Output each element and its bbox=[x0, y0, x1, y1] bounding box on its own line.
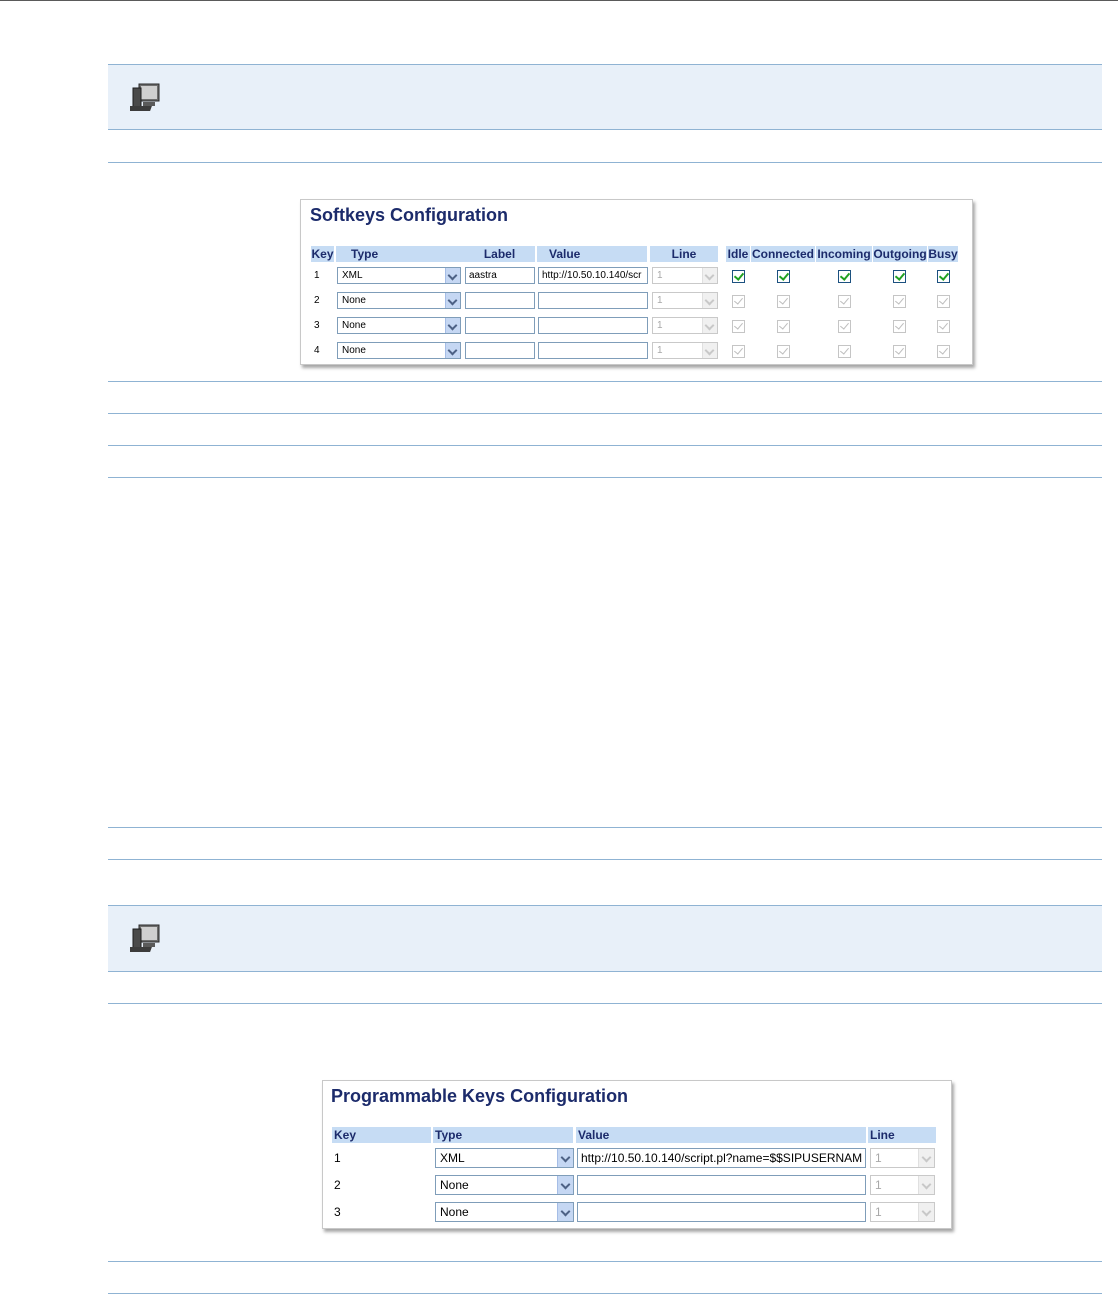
key-number: 1 bbox=[314, 270, 320, 281]
line-select-value: 1 bbox=[875, 1151, 882, 1165]
value-input[interactable] bbox=[538, 317, 648, 334]
line-select-value: 1 bbox=[875, 1205, 882, 1219]
programmable-keys-configuration-panel bbox=[322, 1080, 952, 1229]
softkeys-configuration-panel bbox=[300, 199, 973, 365]
line-select-value: 1 bbox=[657, 270, 663, 281]
chevron-down-icon bbox=[702, 318, 717, 333]
type-select[interactable] bbox=[337, 317, 461, 334]
header-incoming: Incoming bbox=[817, 247, 871, 261]
type-select-value: None bbox=[342, 320, 366, 331]
label-input[interactable]: aastra bbox=[465, 267, 535, 284]
chevron-down-icon bbox=[445, 318, 460, 333]
outgoing-checkbox[interactable] bbox=[893, 320, 906, 333]
line-select[interactable] bbox=[870, 1202, 935, 1222]
type-select[interactable] bbox=[337, 342, 461, 359]
value-input[interactable]: http://10.50.10.140/script.pl?name=$$SIPUSERNAM bbox=[577, 1148, 866, 1168]
type-select-value: XML bbox=[342, 270, 363, 281]
line-select[interactable] bbox=[652, 317, 718, 334]
type-select-value: None bbox=[342, 345, 366, 356]
key-number: 3 bbox=[314, 320, 320, 331]
chevron-down-icon bbox=[445, 268, 460, 283]
chevron-down-icon bbox=[445, 343, 460, 358]
panel-title: Programmable Keys Configuration bbox=[331, 1086, 629, 1106]
connected-checkbox[interactable] bbox=[777, 320, 790, 333]
type-select[interactable] bbox=[435, 1202, 574, 1222]
type-select-value: None bbox=[440, 1205, 469, 1219]
value-input[interactable] bbox=[538, 292, 648, 309]
header-value: Value bbox=[537, 246, 647, 262]
rule bbox=[108, 162, 1102, 163]
key-number: 4 bbox=[314, 345, 320, 356]
chevron-down-icon bbox=[702, 293, 717, 308]
rule bbox=[108, 1261, 1102, 1262]
key-number: 3 bbox=[334, 1205, 341, 1219]
header-connected: Connected bbox=[751, 247, 814, 261]
header-value: Value bbox=[576, 1127, 866, 1143]
outgoing-checkbox[interactable] bbox=[893, 295, 906, 308]
label-input[interactable] bbox=[465, 292, 535, 309]
label-input[interactable] bbox=[465, 317, 535, 334]
key-number: 2 bbox=[334, 1178, 341, 1192]
line-select-value: 1 bbox=[657, 345, 663, 356]
rule bbox=[108, 381, 1102, 382]
rule bbox=[108, 413, 1102, 414]
incoming-checkbox[interactable] bbox=[838, 295, 851, 308]
page-top-rule bbox=[0, 0, 1118, 1]
label-input[interactable] bbox=[465, 342, 535, 359]
header-line: Line bbox=[868, 1127, 936, 1143]
type-select[interactable] bbox=[435, 1175, 574, 1195]
chevron-down-icon bbox=[557, 1176, 573, 1194]
key-number: 1 bbox=[334, 1151, 341, 1165]
idle-checkbox[interactable] bbox=[732, 345, 745, 358]
rule bbox=[108, 477, 1102, 478]
chevron-down-icon bbox=[557, 1203, 573, 1221]
rule bbox=[108, 445, 1102, 446]
incoming-checkbox[interactable] bbox=[838, 320, 851, 333]
value-input[interactable]: http://10.50.10.140/scr bbox=[538, 267, 648, 284]
line-select[interactable] bbox=[870, 1175, 935, 1195]
type-select-value: None bbox=[342, 295, 366, 306]
header-key: Key bbox=[311, 247, 334, 261]
type-select[interactable] bbox=[337, 267, 461, 284]
value-input[interactable] bbox=[538, 342, 648, 359]
type-select[interactable] bbox=[435, 1148, 574, 1168]
header-idle: Idle bbox=[727, 247, 749, 261]
type-select-value: None bbox=[440, 1178, 469, 1192]
busy-checkbox[interactable] bbox=[937, 320, 950, 333]
type-select[interactable] bbox=[337, 292, 461, 309]
line-select[interactable] bbox=[652, 342, 718, 359]
header-label: Label bbox=[464, 246, 535, 262]
outgoing-checkbox[interactable] bbox=[893, 270, 906, 283]
computer-monitor-icon bbox=[130, 922, 164, 956]
key-number: 2 bbox=[314, 295, 320, 306]
line-select-value: 1 bbox=[875, 1178, 882, 1192]
busy-checkbox[interactable] bbox=[937, 270, 950, 283]
line-select-value: 1 bbox=[657, 320, 663, 331]
header-outgoing: Outgoing bbox=[873, 247, 927, 261]
idle-checkbox[interactable] bbox=[732, 320, 745, 333]
chevron-down-icon bbox=[702, 343, 717, 358]
panel-title: Softkeys Configuration bbox=[310, 205, 509, 225]
header-busy: Busy bbox=[928, 247, 958, 261]
idle-checkbox[interactable] bbox=[732, 295, 745, 308]
chevron-down-icon bbox=[445, 293, 460, 308]
note-band-2 bbox=[108, 905, 1102, 972]
value-input[interactable] bbox=[577, 1202, 866, 1222]
chevron-down-icon bbox=[918, 1149, 934, 1167]
line-select-value: 1 bbox=[657, 295, 663, 306]
header-line: Line bbox=[650, 246, 718, 262]
busy-checkbox[interactable] bbox=[937, 295, 950, 308]
rule bbox=[108, 827, 1102, 828]
chevron-down-icon bbox=[557, 1149, 573, 1167]
header-type: Type bbox=[433, 1127, 573, 1143]
chevron-down-icon bbox=[918, 1203, 934, 1221]
outgoing-checkbox[interactable] bbox=[893, 345, 906, 358]
value-input[interactable] bbox=[577, 1175, 866, 1195]
connected-checkbox[interactable] bbox=[777, 345, 790, 358]
note-band-1 bbox=[108, 64, 1102, 130]
chevron-down-icon bbox=[918, 1176, 934, 1194]
line-select[interactable] bbox=[652, 267, 718, 284]
incoming-checkbox[interactable] bbox=[838, 345, 851, 358]
header-key: Key bbox=[332, 1127, 431, 1143]
type-select-value: XML bbox=[440, 1151, 465, 1165]
line-select[interactable] bbox=[652, 292, 718, 309]
busy-checkbox[interactable] bbox=[937, 345, 950, 358]
connected-checkbox[interactable] bbox=[777, 270, 790, 283]
connected-checkbox[interactable] bbox=[777, 295, 790, 308]
idle-checkbox[interactable] bbox=[732, 270, 745, 283]
computer-monitor-icon bbox=[130, 81, 164, 115]
chevron-down-icon bbox=[702, 268, 717, 283]
header-type: Type bbox=[336, 246, 475, 262]
rule bbox=[108, 1003, 1102, 1004]
rule bbox=[108, 859, 1102, 860]
line-select[interactable] bbox=[870, 1148, 935, 1168]
incoming-checkbox[interactable] bbox=[838, 270, 851, 283]
